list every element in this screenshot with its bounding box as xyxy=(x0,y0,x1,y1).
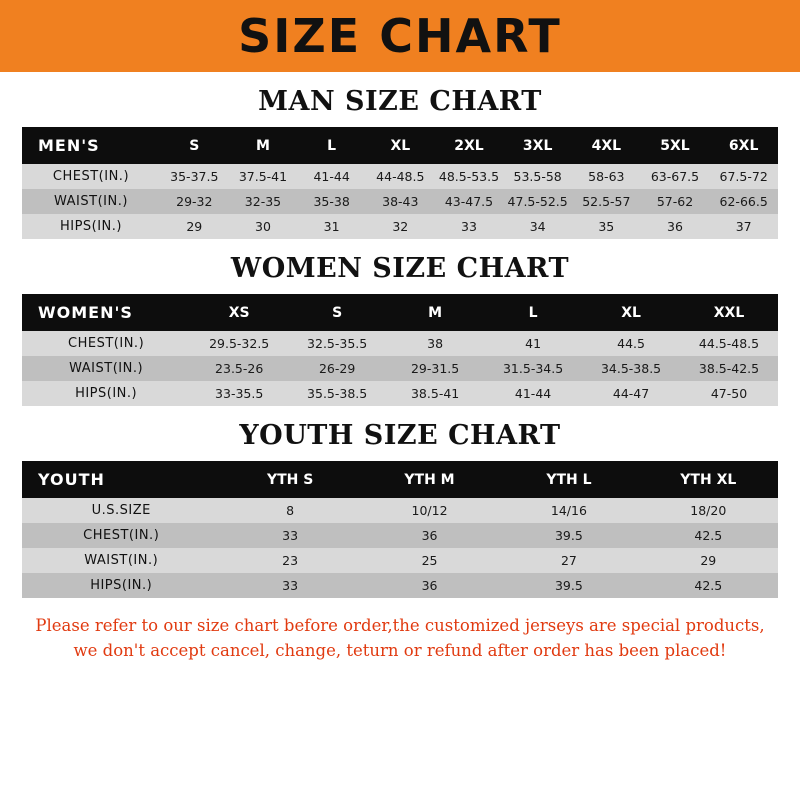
cell: 29-32 xyxy=(160,189,229,214)
cell: 48.5-53.5 xyxy=(435,164,504,189)
women-row-header-label: WOMEN'S xyxy=(22,294,190,331)
row-label: CHEST(IN.) xyxy=(22,331,190,356)
column-header: M xyxy=(386,294,484,331)
cell: 23.5-26 xyxy=(190,356,288,381)
cell: 23 xyxy=(220,548,359,573)
men-section-title: MAN SIZE CHART xyxy=(258,86,542,117)
cell: 32-35 xyxy=(229,189,298,214)
table-row xyxy=(22,548,778,573)
cell: 25 xyxy=(360,548,499,573)
women-table-head xyxy=(22,294,778,331)
column-header: XL xyxy=(366,127,435,164)
cell: 38-43 xyxy=(366,189,435,214)
column-header: YTH S xyxy=(220,461,359,498)
table-row xyxy=(22,573,778,598)
cell: 39.5 xyxy=(499,523,638,548)
column-header: YTH L xyxy=(499,461,638,498)
men-row-header-label: MEN'S xyxy=(22,127,160,164)
cell: 44-47 xyxy=(582,381,680,406)
men-size-table xyxy=(22,127,778,239)
column-header: L xyxy=(484,294,582,331)
youth-table-body xyxy=(22,498,778,598)
column-header: XS xyxy=(190,294,288,331)
cell: 33 xyxy=(220,573,359,598)
row-label: WAIST(IN.) xyxy=(22,356,190,381)
table-row xyxy=(22,331,778,356)
cell: 10/12 xyxy=(360,498,499,523)
cell: 32.5-35.5 xyxy=(288,331,386,356)
cell: 33-35.5 xyxy=(190,381,288,406)
cell: 8 xyxy=(220,498,359,523)
cell: 35-38 xyxy=(297,189,366,214)
cell: 67.5-72 xyxy=(709,164,778,189)
row-label: WAIST(IN.) xyxy=(22,189,160,214)
column-header: 4XL xyxy=(572,127,641,164)
row-label: CHEST(IN.) xyxy=(22,164,160,189)
policy-note xyxy=(0,614,800,664)
cell: 41-44 xyxy=(297,164,366,189)
youth-size-chart-section xyxy=(0,420,800,598)
column-header: XXL xyxy=(680,294,778,331)
cell: 36 xyxy=(641,214,710,239)
women-section-title: WOMEN SIZE CHART xyxy=(230,253,570,284)
women-size-chart-section xyxy=(0,253,800,406)
cell: 52.5-57 xyxy=(572,189,641,214)
men-table-head xyxy=(22,127,778,164)
cell: 38.5-41 xyxy=(386,381,484,406)
column-header: YTH XL xyxy=(639,461,778,498)
column-header: M xyxy=(229,127,298,164)
table-header-row xyxy=(22,127,778,164)
cell: 35 xyxy=(572,214,641,239)
cell: 38.5-42.5 xyxy=(680,356,778,381)
cell: 47.5-52.5 xyxy=(503,189,572,214)
policy-note-line-2: we don't accept cancel, change, teturn or refund after order has been placed! xyxy=(73,640,727,660)
cell: 29-31.5 xyxy=(386,356,484,381)
cell: 31 xyxy=(297,214,366,239)
cell: 33 xyxy=(220,523,359,548)
cell: 35.5-38.5 xyxy=(288,381,386,406)
table-row xyxy=(22,381,778,406)
youth-table-head xyxy=(22,461,778,498)
cell: 47-50 xyxy=(680,381,778,406)
youth-size-table xyxy=(22,461,778,598)
table-row xyxy=(22,214,778,239)
cell: 32 xyxy=(366,214,435,239)
policy-note-line-1: Please refer to our size chart before order,the customized jerseys are special products, xyxy=(35,616,765,635)
cell: 36 xyxy=(360,523,499,548)
cell: 53.5-58 xyxy=(503,164,572,189)
cell: 41-44 xyxy=(484,381,582,406)
cell: 29.5-32.5 xyxy=(190,331,288,356)
cell: 58-63 xyxy=(572,164,641,189)
column-header: 3XL xyxy=(503,127,572,164)
column-header: S xyxy=(288,294,386,331)
cell: 39.5 xyxy=(499,573,638,598)
cell: 34.5-38.5 xyxy=(582,356,680,381)
cell: 42.5 xyxy=(639,573,778,598)
table-header-row xyxy=(22,461,778,498)
men-size-chart-section xyxy=(0,86,800,239)
cell: 29 xyxy=(160,214,229,239)
column-header: 2XL xyxy=(435,127,504,164)
column-header: L xyxy=(297,127,366,164)
row-label: HIPS(IN.) xyxy=(22,381,190,406)
youth-section-title: YOUTH SIZE CHART xyxy=(239,420,561,451)
column-header: 6XL xyxy=(709,127,778,164)
cell: 27 xyxy=(499,548,638,573)
row-label: HIPS(IN.) xyxy=(22,573,220,598)
row-label: HIPS(IN.) xyxy=(22,214,160,239)
cell: 30 xyxy=(229,214,298,239)
row-label: WAIST(IN.) xyxy=(22,548,220,573)
cell: 33 xyxy=(435,214,504,239)
table-header-row xyxy=(22,294,778,331)
cell: 63-67.5 xyxy=(641,164,710,189)
cell: 34 xyxy=(503,214,572,239)
cell: 44.5-48.5 xyxy=(680,331,778,356)
cell: 38 xyxy=(386,331,484,356)
cell: 37.5-41 xyxy=(229,164,298,189)
row-label: U.S.SIZE xyxy=(22,498,220,523)
table-row xyxy=(22,164,778,189)
row-label: CHEST(IN.) xyxy=(22,523,220,548)
page-title: SIZE CHART xyxy=(238,9,562,63)
cell: 29 xyxy=(639,548,778,573)
table-row xyxy=(22,356,778,381)
cell: 35-37.5 xyxy=(160,164,229,189)
column-header: S xyxy=(160,127,229,164)
cell: 37 xyxy=(709,214,778,239)
cell: 36 xyxy=(360,573,499,598)
page-banner xyxy=(0,0,800,72)
column-header: YTH M xyxy=(360,461,499,498)
cell: 42.5 xyxy=(639,523,778,548)
youth-row-header-label: YOUTH xyxy=(22,461,220,498)
cell: 44-48.5 xyxy=(366,164,435,189)
cell: 62-66.5 xyxy=(709,189,778,214)
column-header: 5XL xyxy=(641,127,710,164)
cell: 26-29 xyxy=(288,356,386,381)
men-table-body xyxy=(22,164,778,239)
cell: 57-62 xyxy=(641,189,710,214)
cell: 18/20 xyxy=(639,498,778,523)
column-header: XL xyxy=(582,294,680,331)
table-row xyxy=(22,498,778,523)
cell: 14/16 xyxy=(499,498,638,523)
table-row xyxy=(22,523,778,548)
women-table-body xyxy=(22,331,778,406)
cell: 43-47.5 xyxy=(435,189,504,214)
cell: 41 xyxy=(484,331,582,356)
table-row xyxy=(22,189,778,214)
cell: 44.5 xyxy=(582,331,680,356)
cell: 31.5-34.5 xyxy=(484,356,582,381)
women-size-table xyxy=(22,294,778,406)
